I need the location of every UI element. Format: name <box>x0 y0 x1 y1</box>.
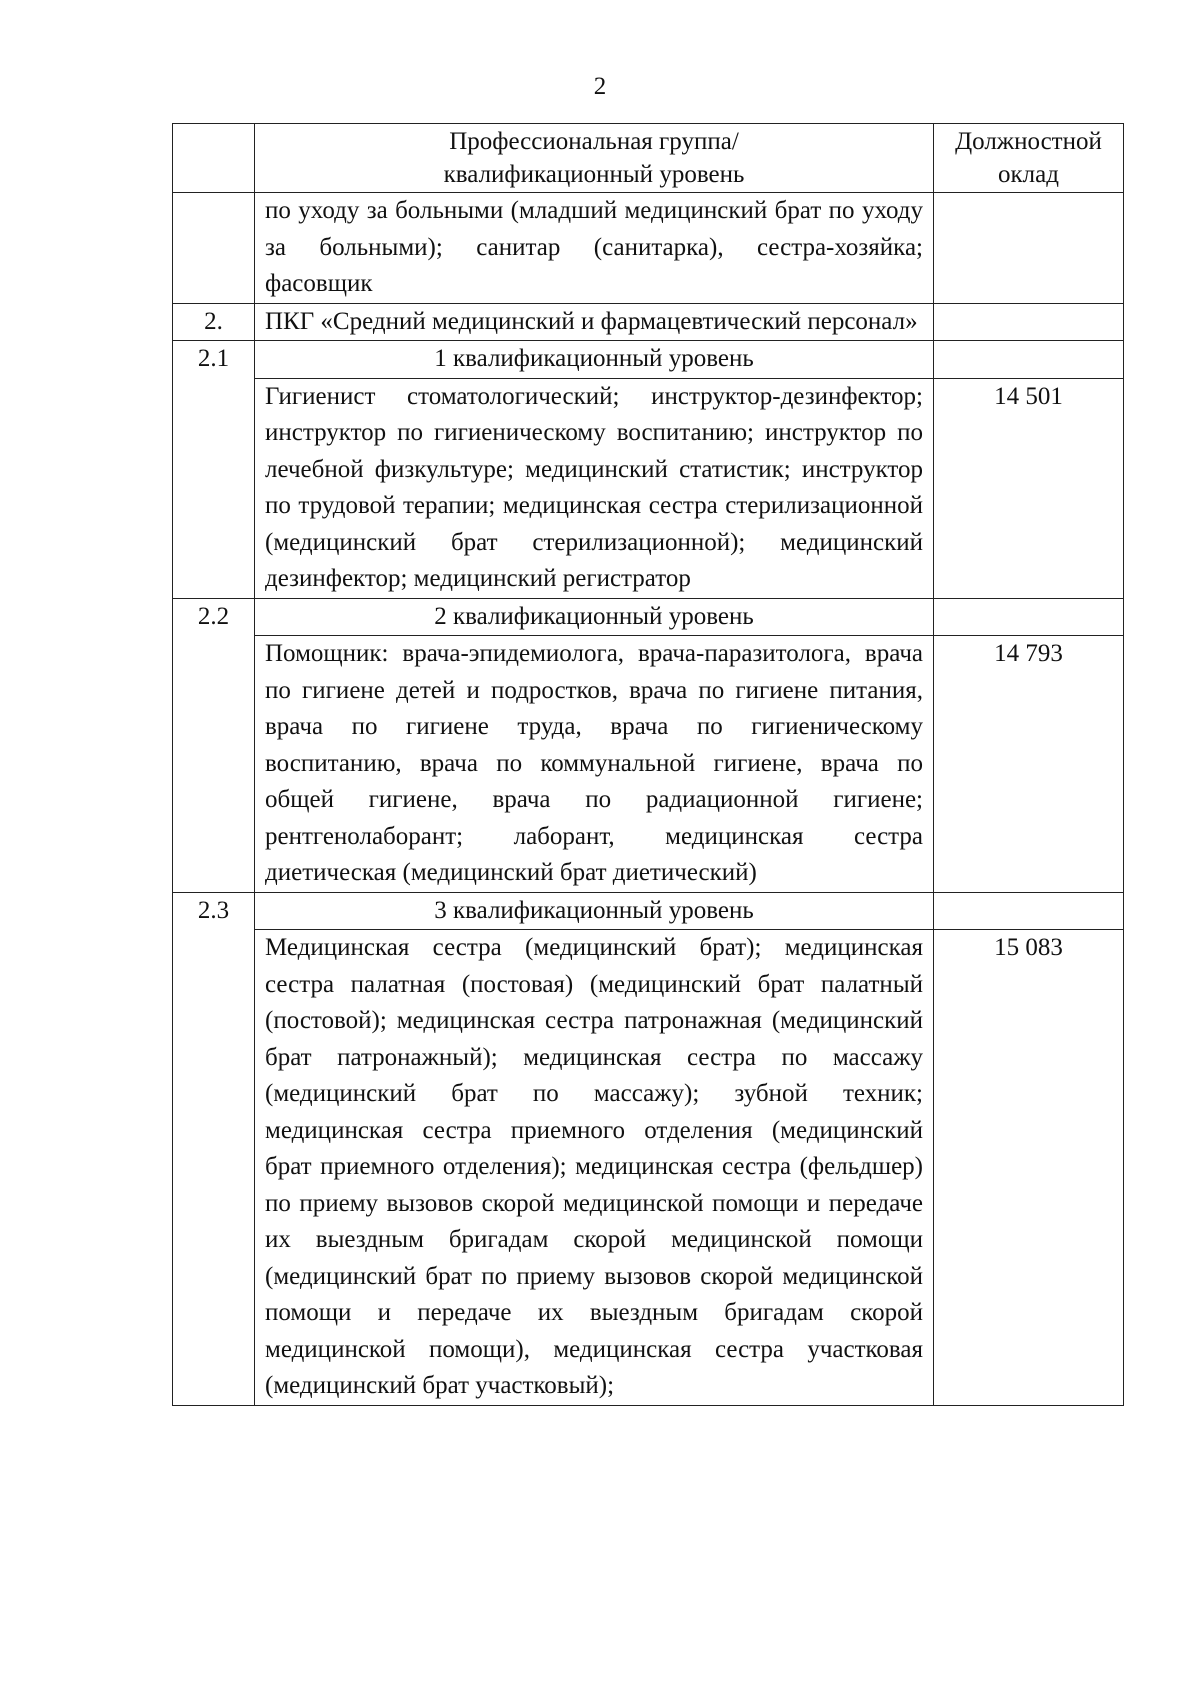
level-salary: 15 083 <box>934 930 1124 1406</box>
level-number: 2.1 <box>173 341 255 599</box>
header-salary-line1: Должностной <box>955 128 1102 155</box>
level-title-salary-cell <box>934 892 1124 930</box>
level-salary: 14 501 <box>934 378 1124 598</box>
header-group-line2: квалификационный уровень <box>443 161 745 188</box>
page-number: 2 <box>593 73 607 100</box>
header-group-cell <box>255 124 934 193</box>
section-salary-cell <box>934 303 1124 341</box>
level-title: 2 квалификационный уровень <box>255 598 934 636</box>
level-positions: Помощник: врача-эпидемиолога, врача-паразитолога, врача по гигиене детей и подростков, врача по гигиене питания, врача по гигиене труда, врача по гигиеническому воспитанию, врача по коммунальной гигиене, врача по общей гигиене, врача по радиационной гигиене; рентгенолаборант; лаборант, медицинская сестра диетическая (медицинский брат диетический) <box>255 636 934 893</box>
section-title: ПКГ «Средний медицинский и фармацевтический персонал» <box>255 303 934 341</box>
header-salary-line2: оклад <box>998 161 1059 188</box>
salary-table <box>172 123 1124 1406</box>
row-number-cell <box>173 193 255 304</box>
level-positions-row <box>173 636 1124 893</box>
level-title-salary-cell <box>934 341 1124 379</box>
table-row <box>173 193 1124 304</box>
row-salary-cell <box>934 193 1124 304</box>
header-group-line1: Профессиональная группа/ <box>449 128 739 155</box>
level-title: 3 квалификационный уровень <box>255 892 934 930</box>
level-title-row <box>173 341 1124 379</box>
level-title-row <box>173 598 1124 636</box>
level-title-row <box>173 892 1124 930</box>
table-header-row <box>173 124 1124 193</box>
section-number: 2. <box>173 303 255 341</box>
continuation-text: по уходу за больными (младший медицинский брат по уходу за больными); санитар (санитарка), сестра-хозяйка; фасовщик <box>255 193 934 304</box>
level-title: 1 квалификационный уровень <box>255 341 934 379</box>
level-positions-row <box>173 930 1124 1406</box>
header-salary-cell <box>934 124 1124 193</box>
level-salary: 14 793 <box>934 636 1124 893</box>
level-title-salary-cell <box>934 598 1124 636</box>
level-number: 2.2 <box>173 598 255 892</box>
level-positions: Гигиенист стоматологический; инструктор-дезинфектор; инструктор по гигиеническому воспитанию; инструктор по лечебной физкультуре; медицинский статистик; инструктор по трудовой терапии; медицинская сестра стерилизационной (медицинский брат стерилизационной); медицинский дезинфектор; медицинский регистратор <box>255 378 934 598</box>
level-positions-row <box>173 378 1124 598</box>
level-positions: Медицинская сестра (медицинский брат); медицинская сестра палатная (постовая) (медицинский брат палатный (постовой); медицинская сестра патронажная (медицинский брат патронажный); медицинская сестра по массажу (медицинский брат по массажу); зубной техник; медицинская сестра приемного отделения (медицинский брат приемного отделения); медицинская сестра (фельдшер) по приему вызовов скорой медицинской помощи и передаче их выездным бригадам скорой медицинской помощи (медицинский брат по приему вызовов скорой медицинской помощи и передаче их выездным бригадам скорой медицинской помощи), медицинская сестра участковая (медицинский брат участковый); <box>255 930 934 1406</box>
header-number-cell <box>173 124 255 193</box>
level-number: 2.3 <box>173 892 255 1405</box>
section-row <box>173 303 1124 341</box>
